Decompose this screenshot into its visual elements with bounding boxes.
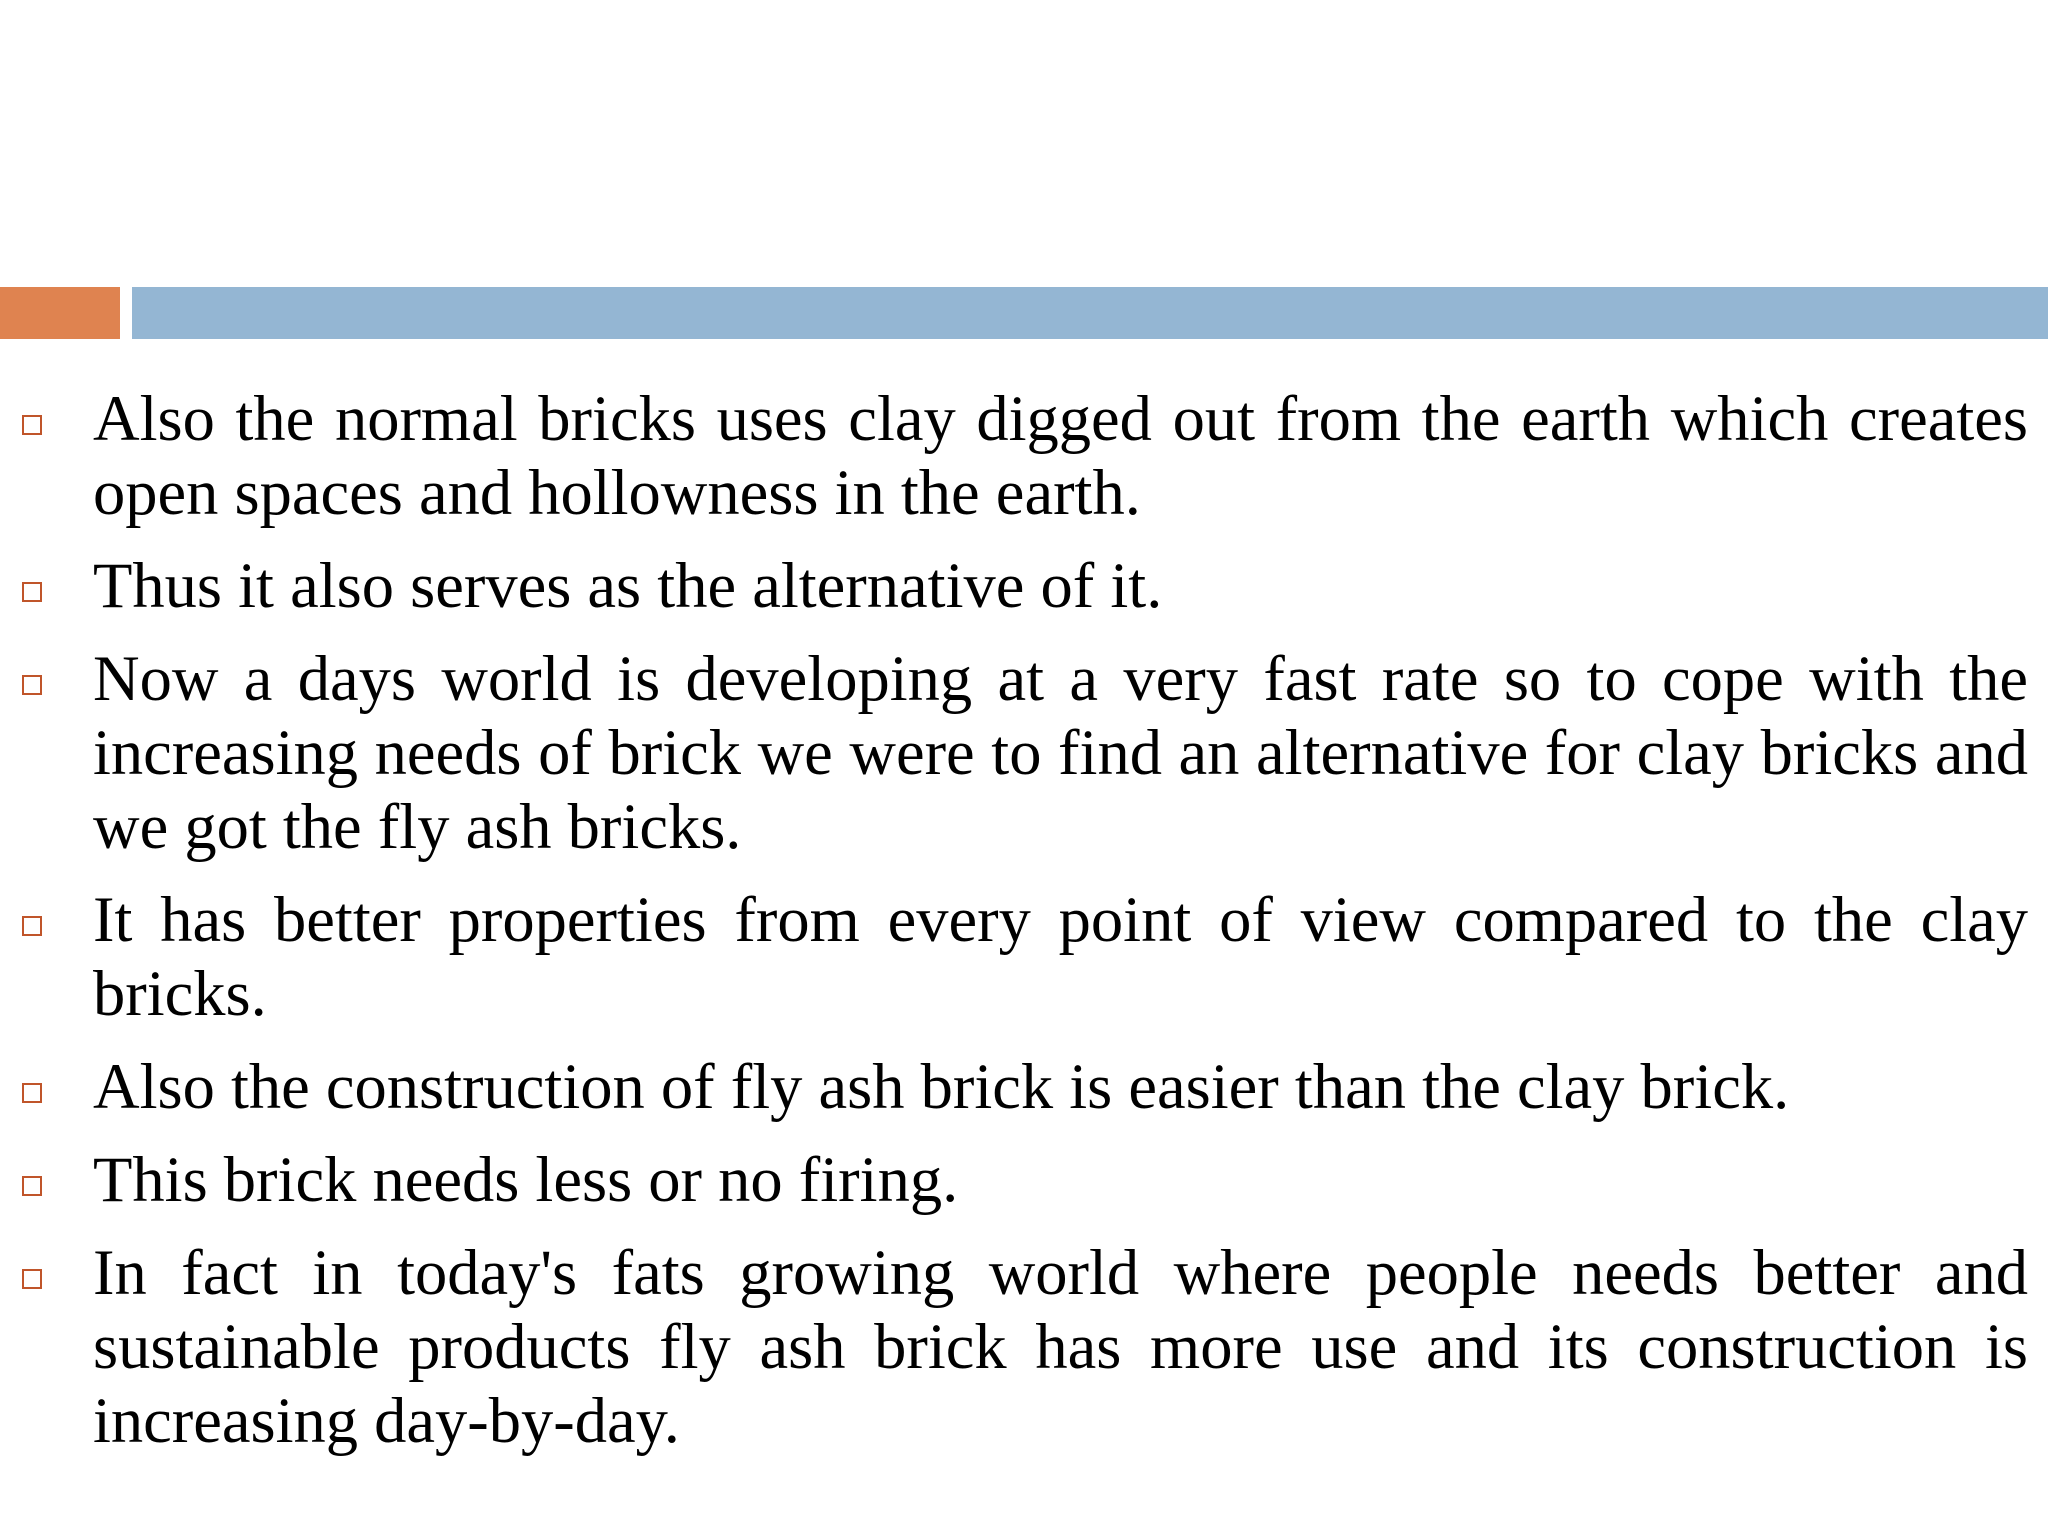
square-bullet-icon <box>22 582 42 602</box>
list-item <box>20 642 2028 864</box>
square-bullet-icon <box>22 1083 42 1103</box>
bullet-text: Thus it also serves as the alternative of it. <box>93 550 1163 621</box>
square-bullet-icon <box>22 1269 42 1289</box>
list-item <box>20 549 2028 623</box>
square-bullet-icon <box>22 415 42 435</box>
square-bullet-icon <box>22 1176 42 1196</box>
list-item <box>20 382 2028 530</box>
list-item <box>20 1143 2028 1217</box>
square-bullet-icon <box>22 675 42 695</box>
bullet-text: Also the construction of fly ash brick is easier than the clay brick. <box>93 1051 1790 1122</box>
accent-bar <box>0 287 120 339</box>
list-item <box>20 883 2028 1031</box>
bullet-text: This brick needs less or no firing. <box>93 1144 959 1215</box>
bullet-text: Now a days world is developing at a very fast rate so to cope with the increasing needs of brick we were to find an alternative for clay bricks and we got the fly ash bricks. <box>93 643 2028 862</box>
bullet-text: In fact in today's fats growing world where people needs better and sustainable products fly ash brick has more use and its construction is increasing day-by-day. <box>93 1237 2028 1456</box>
list-item <box>20 1050 2028 1124</box>
list-item <box>20 1236 2028 1458</box>
square-bullet-icon <box>22 916 42 936</box>
bullet-text: Also the normal bricks uses clay digged out from the earth which creates open spaces and hollowness in the earth. <box>93 383 2028 528</box>
bullet-list <box>20 382 2028 1477</box>
title-bar <box>132 287 2048 339</box>
bullet-text: It has better properties from every point of view compared to the clay bricks. <box>93 884 2028 1029</box>
